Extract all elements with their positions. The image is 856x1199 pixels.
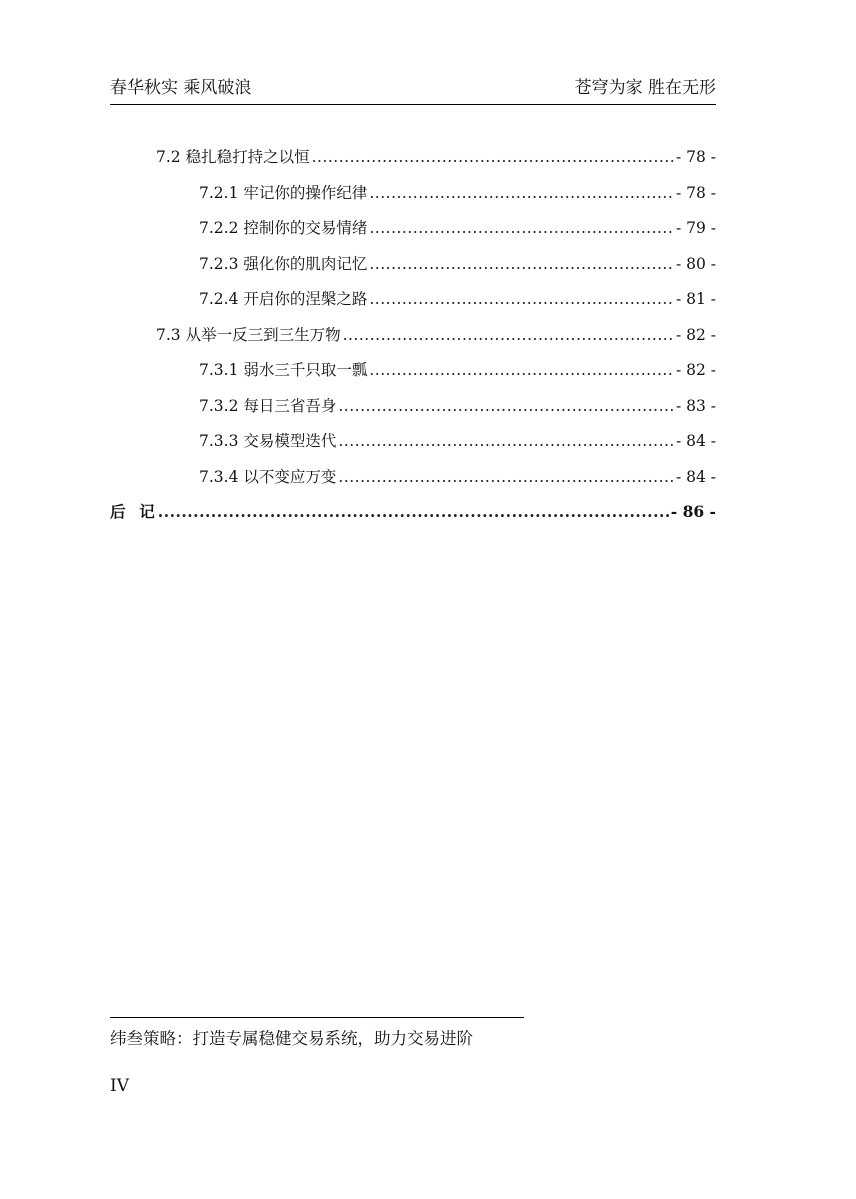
toc-entry-7-2-1[interactable]: [110, 180, 716, 206]
dot-leader: [369, 251, 674, 277]
toc-entry-label: 7.2.1 牢记你的操作纪律: [199, 183, 368, 202]
toc-entry-page: - 86 -: [670, 502, 716, 521]
toc-entry-page: - 78 -: [675, 148, 716, 166]
dot-leader: [338, 428, 674, 454]
footer-divider: [110, 1017, 524, 1018]
header-right-title: 苍穹为家 胜在无形: [574, 78, 716, 98]
running-header: [110, 76, 716, 100]
toc-entry-7-3-4[interactable]: [110, 464, 716, 490]
dot-leader: [369, 286, 674, 312]
toc-entry-label: 7.2.4 开启你的涅槃之路: [199, 290, 368, 308]
toc-entry-page: - 83 -: [675, 396, 716, 415]
toc-entry-label: 7.2.3 强化你的肌肉记忆: [199, 254, 368, 273]
toc-entry-page: - 82 -: [675, 325, 716, 344]
toc-entry-7-3-1[interactable]: [110, 357, 716, 383]
toc-entry-7-2[interactable]: [110, 144, 716, 170]
header-left-title: 春华秋实 乘风破浪: [110, 78, 252, 98]
dot-leader: [369, 357, 674, 383]
toc-entry-page: - 84 -: [675, 432, 716, 450]
header-divider: [110, 104, 716, 105]
page-number: IV: [110, 1076, 129, 1096]
toc-entry-7-3-2[interactable]: [110, 393, 716, 419]
toc-entry-page: - 81 -: [675, 290, 716, 308]
dot-leader: [338, 393, 674, 419]
toc-entry-label: 7.2.2 控制你的交易情绪: [199, 219, 368, 237]
toc-entry-label: 7.3.1 弱水三千只取一瓢: [199, 361, 368, 379]
toc-entry-7-3[interactable]: [110, 322, 716, 348]
dot-leader: [369, 180, 674, 206]
toc-entry-7-2-3[interactable]: [110, 251, 716, 277]
dot-leader: [312, 144, 674, 170]
toc-entry-7-2-2[interactable]: [110, 215, 716, 241]
toc-entry-afterword[interactable]: [110, 499, 716, 525]
dot-leader: [158, 499, 669, 525]
dot-leader: [343, 322, 674, 348]
footer-tagline: 纬叁策略：打造专属稳健交易系统，助力交易进阶: [110, 1029, 473, 1048]
toc-entry-7-3-3[interactable]: [110, 428, 716, 454]
toc-entry-label: 7.2 稳扎稳打持之以恒: [156, 148, 310, 166]
dot-leader: [338, 464, 674, 490]
toc-entry-label: 7.3.2 每日三省吾身: [199, 396, 337, 415]
toc-entry-label: 7.3.3 交易模型迭代: [199, 432, 337, 450]
toc-entry-7-2-4[interactable]: [110, 286, 716, 312]
toc-entry-page: - 82 -: [675, 361, 716, 379]
toc-entry-label: 7.3 从举一反三到三生万物: [156, 325, 341, 344]
toc-entry-label: 7.3.4 以不变应万变: [199, 467, 337, 486]
toc-entry-page: - 80 -: [675, 254, 716, 273]
toc-entry-page: - 84 -: [675, 467, 716, 486]
toc-entry-label: 后 记: [110, 502, 156, 521]
toc-entry-page: - 79 -: [675, 219, 716, 237]
dot-leader: [369, 215, 674, 241]
toc-entry-page: - 78 -: [675, 183, 716, 202]
